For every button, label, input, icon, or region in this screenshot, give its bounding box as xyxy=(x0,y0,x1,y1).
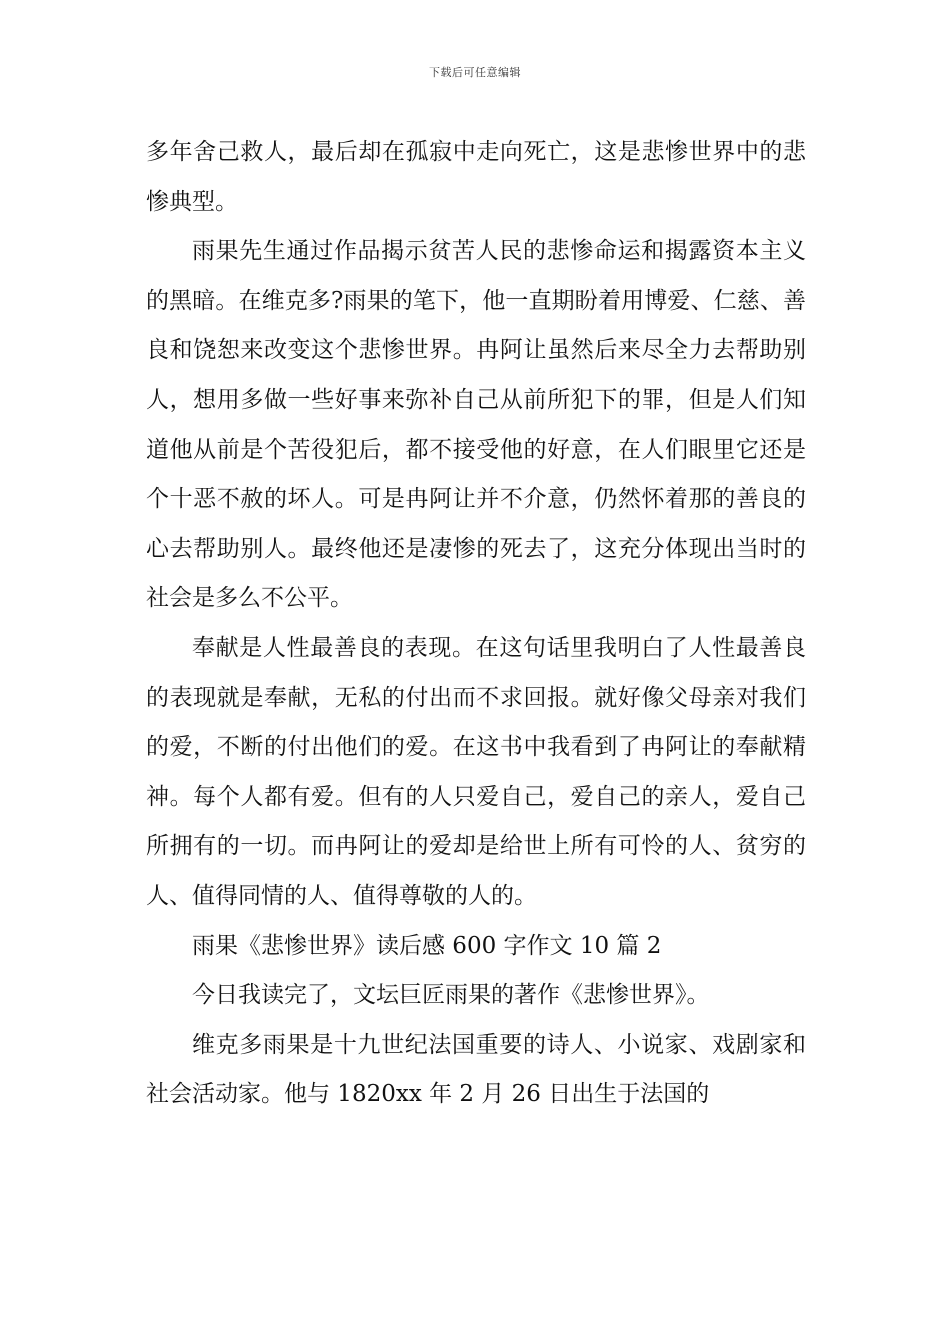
paragraph-finished-reading: 今日我读完了，文坛巨匠雨果的著作《悲惨世界》。 xyxy=(192,982,710,1009)
paragraph-hugo-intent: 雨果先生通过作品揭示贫苦人民的悲惨命运和揭露资本主义的黑暗。在维克多?雨果的笔下，他一直期盼着用博爱、仁慈、善良和饶恕来改变这个悲惨世界。冉阿让虽然后来尽全力去帮助别人，想用多做一些好事来弥补自己从前所犯下的罪，但是人们知道他从前是个苦役犯后，都不接受他的好意，在人们眼里它还是个十恶不赦的坏人。可是冉阿让并不介意，仍然怀着那的善良的心去帮助别人。最终他还是凄惨的死去了，这充分体现出当时的社会是多么不公平。 xyxy=(146,238,806,612)
paragraph-devotion: 奉献是人性最善良的表现。在这句话里我明白了人性最善良的表现就是奉献，无私的付出而不求回报。就好像父母亲对我们的爱，不断的付出他们的爱。在这书中我看到了冉阿让的奉献精神。每个人都有爱。但有的人只爱自己，爱自己的亲人，爱自己所拥有的一切。而冉阿让的爱却是给世上所有可怜的人、贫穷的人、值得同情的人、值得尊敬的人的。 xyxy=(146,634,806,909)
section-title: 雨果《悲惨世界》读后感 600 字作文 10 篇 2 xyxy=(192,932,662,959)
document-body xyxy=(146,128,806,1120)
paragraph-continuation: 多年舍己救人，最后却在孤寂中走向死亡，这是悲惨世界中的悲惨典型。 xyxy=(146,139,806,215)
page-header-note: 下载后可任意编辑 xyxy=(429,66,521,79)
paragraph-author-bio: 维克多雨果是十九世纪法国重要的诗人、小说家、戏剧家和社会活动家。他与 1820xx 年 2 月 26 日出生于法国的 xyxy=(146,1031,806,1108)
